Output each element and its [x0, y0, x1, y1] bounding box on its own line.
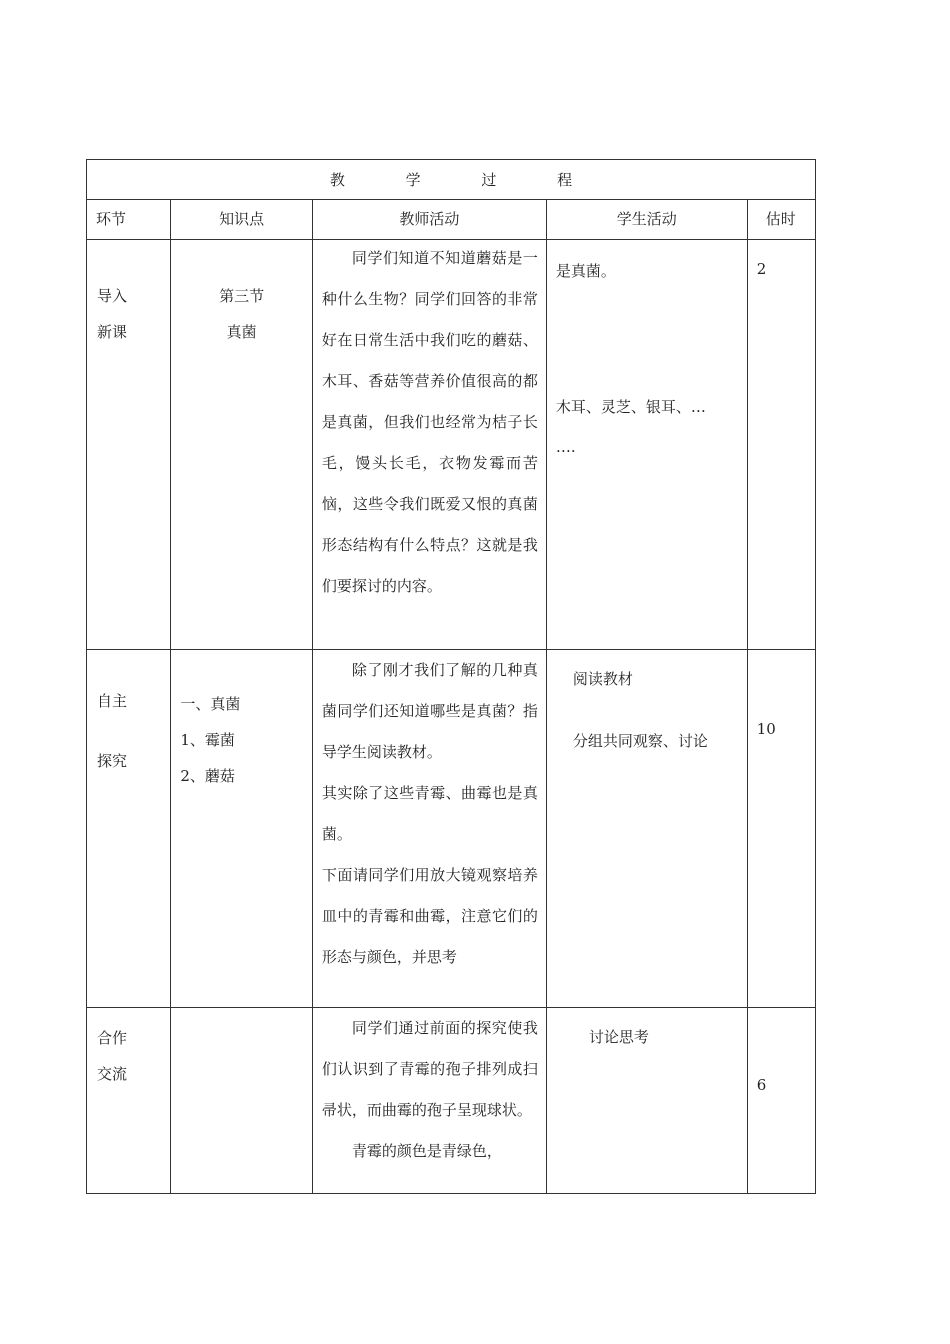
time-value: 6 [756, 1076, 767, 1094]
header-row [87, 200, 816, 240]
time-value: 2 [756, 260, 767, 278]
stage-label: 新课 [97, 323, 128, 341]
stage-cell [87, 650, 171, 1008]
teacher-cell [312, 240, 546, 650]
student-cell [546, 240, 747, 650]
table-title: 教 学 过 程 [87, 160, 816, 200]
teacher-text: 同学们知道不知道蘑菇是一种什么生物？同学们回答的非常好在日常生活中我们吃的蘑菇、木耳、香菇等营养价值很高的都是真菌，但我们也经常为桔子长毛，馒头长毛，衣物发霉而苦恼，这些令我们既爱又恨的真菌形态结构有什么特点？这就是我们要探讨的内容。 [321, 249, 538, 595]
knowledge-cell [171, 240, 313, 650]
time-value: 10 [756, 720, 776, 738]
time-cell [747, 650, 815, 1008]
student-text: 讨论思考 [588, 1028, 649, 1046]
header-student: 学生活动 [546, 200, 747, 240]
student-text: 分组共同观察、讨论 [572, 732, 708, 750]
time-cell [747, 240, 815, 650]
student-text: 木耳、灵芝、银耳、… [555, 398, 706, 416]
table-row [87, 1008, 816, 1194]
time-cell [747, 1008, 815, 1194]
knowledge-item: 一、真菌 [180, 695, 241, 713]
header-stage: 环节 [87, 200, 171, 240]
teacher-cell [312, 1008, 546, 1194]
teacher-text: 除了刚才我们了解的几种真菌同学们还知道哪些是真菌？指导学生阅读教材。 [321, 661, 538, 761]
header-knowledge: 知识点 [171, 200, 313, 240]
teacher-text: 下面请同学们用放大镜观察培养皿中的青霉和曲霉，注意它们的形态与颜色，并思考 [321, 866, 538, 966]
knowledge-item: 第三节 [219, 287, 265, 305]
student-text: 是真菌。 [555, 262, 616, 280]
student-cell [546, 1008, 747, 1194]
knowledge-item: 1、霉菌 [180, 731, 235, 749]
table-row [87, 240, 816, 650]
table-row [87, 650, 816, 1008]
teacher-cell [312, 650, 546, 1008]
stage-label: 自主 [97, 692, 128, 710]
stage-label: 导入 [97, 287, 128, 305]
knowledge-item: 真菌 [226, 323, 257, 341]
student-text: 阅读教材 [572, 670, 633, 688]
teacher-text: 其实除了这些青霉、曲霉也是真菌。 [321, 784, 538, 843]
header-teacher: 教师活动 [312, 200, 546, 240]
knowledge-item: 2、蘑菇 [180, 767, 235, 785]
student-cell [546, 650, 747, 1008]
stage-label: 交流 [97, 1065, 128, 1083]
stage-cell [87, 240, 171, 650]
header-time: 估时 [747, 200, 815, 240]
knowledge-cell [171, 1008, 313, 1194]
stage-label: 探究 [97, 752, 128, 770]
stage-cell [87, 1008, 171, 1194]
stage-label: 合作 [97, 1029, 128, 1047]
lesson-process-table [86, 159, 816, 1194]
knowledge-cell [171, 650, 313, 1008]
teacher-text: 同学们通过前面的探究使我们认识到了青霉的孢子排列成扫帚状，而曲霉的孢子呈现球状。 [321, 1019, 538, 1119]
teacher-text: 青霉的颜色是青绿色， [351, 1142, 502, 1160]
student-text: …. [555, 438, 576, 456]
